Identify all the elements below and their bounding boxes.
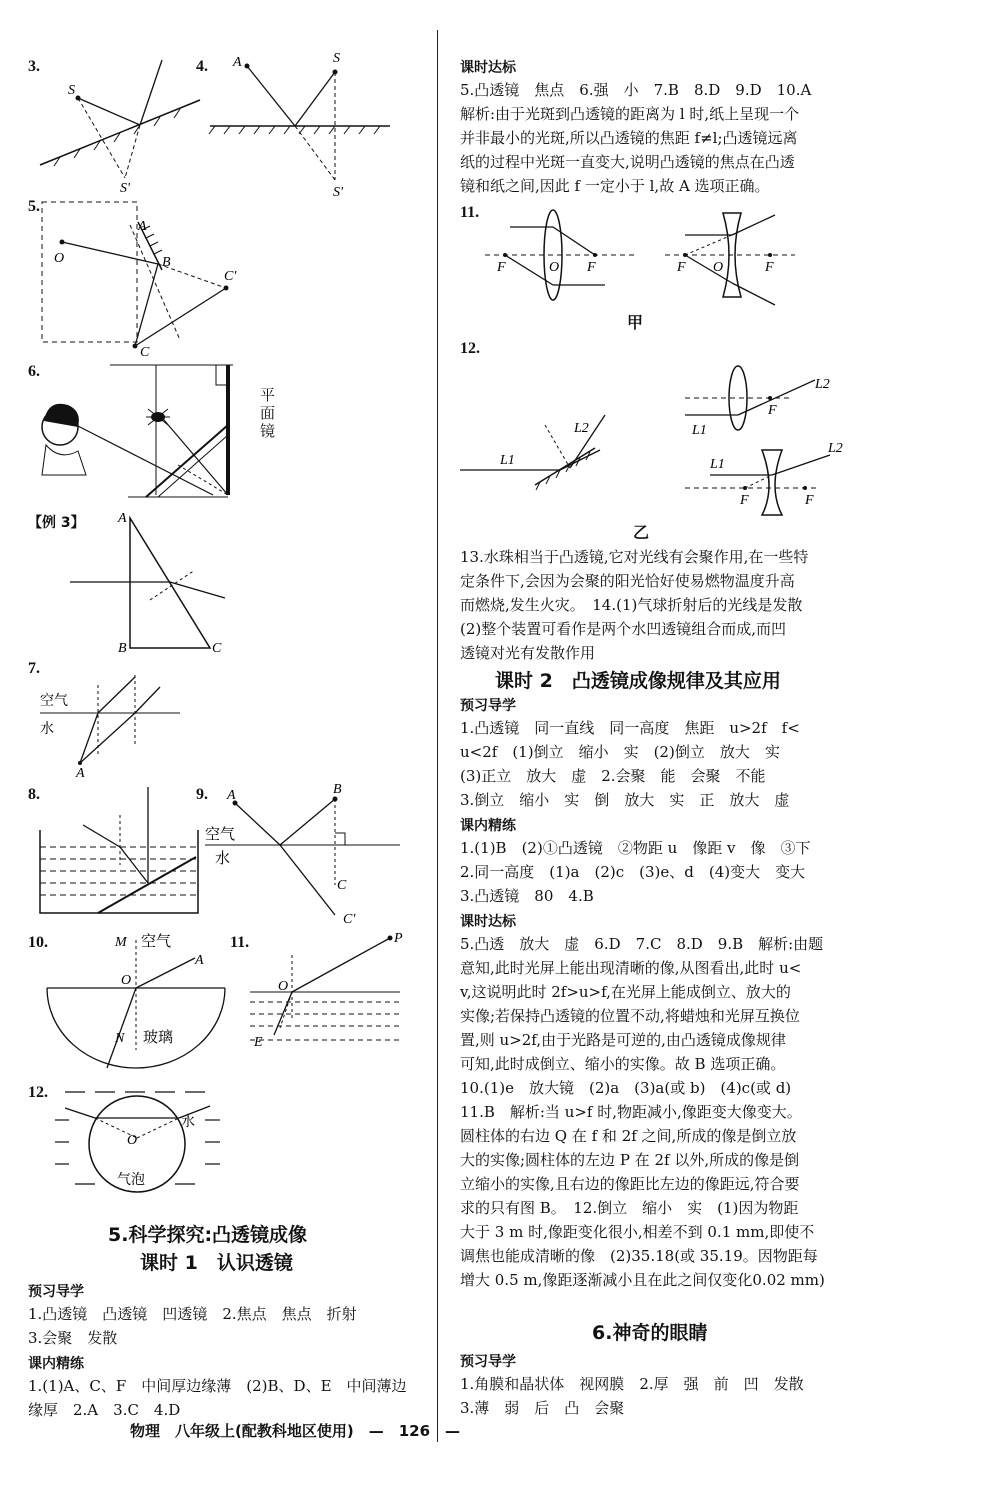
fig5-B: B — [162, 255, 171, 270]
fig4-label: 4. — [196, 58, 208, 75]
right-preview-2: u<2f (1)倒立 缩小 实 (2)倒立 放大 实 — [460, 743, 780, 761]
ex3-B: B — [118, 641, 127, 656]
right-dabiao2-4: 实像;若保持凸透镜的位置不动,将蜡烛和光屏互换位 — [460, 1007, 800, 1025]
right-class-3: 3.凸透镜 80 4.B — [460, 887, 594, 905]
fig3-S: S — [68, 83, 75, 98]
fig4-S1: S' — [333, 185, 343, 200]
fig10-glass: 玻璃 — [143, 1028, 174, 1046]
fig8-label: 8. — [28, 786, 40, 803]
fig12-left-diagram — [55, 1080, 225, 1200]
fig12-L2c: L2 — [828, 441, 843, 456]
right-preview-4: 3.倒立 缩小 实 倒 放大 实 正 放大 虚 — [460, 791, 790, 809]
fig12-L2b: L2 — [815, 377, 830, 392]
right-preview6-2: 3.薄 弱 后 凸 会聚 — [460, 1399, 625, 1417]
fig10-diagram — [45, 930, 235, 1075]
fig7-diagram — [40, 665, 200, 781]
fig9-air: 空气 — [205, 825, 236, 843]
right-dabiao2-14: 调焦也能成清晰的像 (2)35.18(或 35.19。因物距每 — [460, 1247, 818, 1265]
left-class-label: 课内精练 — [28, 1356, 84, 1372]
fig6-mirror-label: 平面镜 — [260, 386, 276, 440]
ex3-C: C — [212, 641, 222, 656]
fig11-left-label: 11. — [230, 934, 250, 951]
right-dabiao2-label: 课时达标 — [460, 914, 516, 930]
right-dabiao2-15: 增大 0.5 m,像距逐渐减小且在此之间仅变化0.02 mm) — [460, 1271, 825, 1289]
fig5-C: C — [140, 345, 150, 360]
right-dabiao-label: 课时达标 — [460, 60, 516, 76]
right-dabiao2-9: 圆柱体的右边 Q 在 f 和 2f 之间,所成的像是倒立放 — [460, 1127, 797, 1145]
fig8-diagram — [38, 785, 203, 925]
right-line13-4: (2)整个装置可看作是两个水凹透镜组合而成,而凹 — [460, 620, 787, 638]
fig7-label: 7. — [28, 660, 40, 677]
right-dabiao2-7: 10.(1)e 放大镜 (2)a (3)a(或 b) (4)c(或 d) — [460, 1079, 792, 1097]
fig11-P: P — [394, 931, 403, 946]
right-fig12-label: 12. — [460, 340, 480, 357]
left-class-line2: 缘厚 2.A 3.C 4.D — [28, 1401, 181, 1419]
fig9-C: C — [337, 878, 347, 893]
right-fig12-caption: 乙 — [633, 523, 650, 542]
fig3-label: 3. — [28, 58, 40, 75]
fig12-L1a: L1 — [500, 453, 515, 468]
right-fig11-caption: 甲 — [627, 313, 644, 332]
fig4-diagram — [205, 50, 395, 200]
fig9-C1: C' — [343, 912, 356, 927]
right-preview-1: 1.凸透镜 同一直线 同一高度 焦距 u>2f f< — [460, 719, 800, 737]
right-line13-1: 13.水珠相当于凸透镜,它对光线有会聚作用,在一些特 — [460, 548, 809, 566]
fig10-M: M — [115, 935, 127, 950]
section5-title: 5.科学探究:凸透镜成像 — [108, 1224, 308, 1246]
fig11-O: O — [278, 979, 289, 994]
fig5-diagram — [40, 200, 260, 360]
right-line4: 纸的过程中光斑一直变大,说明凸透镜的焦点在凸透 — [460, 153, 795, 171]
page-footer: 物理 八年级上(配教科地区使用) — 126 — — [130, 1422, 461, 1440]
right-preview-label: 预习导学 — [460, 698, 516, 714]
right-dabiao2-5: 置,则 u>2f,由于光路是可逆的,由凸透镜成像规律 — [460, 1031, 786, 1049]
fig10-N: N — [115, 1031, 125, 1046]
right-class-2: 2.同一高度 (1)a (2)c (3)e、d (4)变大 变大 — [460, 863, 806, 881]
right-line13-2: 定条件下,会因为会聚的阳光恰好使易燃物温度升高 — [460, 572, 795, 590]
fig6-label: 6. — [28, 363, 40, 380]
fig12-water: 水 — [181, 1114, 195, 1130]
fig9-B: B — [333, 782, 342, 797]
column-divider — [437, 30, 438, 1442]
fig12-left-label: 12. — [28, 1084, 48, 1101]
fig11-F3: F — [677, 260, 686, 275]
right-dabiao2-12: 求的只有图 B。 12.倒立 缩小 实 (1)因为物距 — [460, 1199, 799, 1217]
right-line3: 并非最小的光斑,所以凸透镜的焦距 f≠l;凸透镜远离 — [460, 129, 798, 147]
fig5-label: 5. — [28, 198, 40, 215]
right-class-1: 1.(1)B (2)①凸透镜 ②物距 u 像距 v 像 ③下 — [460, 839, 811, 857]
right-dabiao2-8: 11.B 解析:当 u>f 时,物距减小,像距变大像变大。 — [460, 1103, 802, 1121]
fig9-A: A — [227, 788, 236, 803]
fig12-L1b: L1 — [692, 423, 707, 438]
fig3-diagram — [30, 50, 200, 200]
fig11-O2: O — [713, 260, 724, 275]
fig4-S: S — [333, 51, 340, 66]
right-fig11-diagram — [475, 205, 805, 305]
left-preview-label: 预习导学 — [28, 1284, 84, 1300]
fig6-diagram — [38, 365, 288, 505]
fig11-F1: F — [497, 260, 506, 275]
ex3-diagram — [70, 510, 250, 655]
fig5-A: A — [138, 219, 147, 234]
fig11-F4: F — [765, 260, 774, 275]
fig7-A: A — [76, 766, 85, 781]
fig5-O: O — [54, 251, 65, 266]
right-dabiao2-13: 大于 3 m 时,像距变化很小,相差不到 0.1 mm,即使不 — [460, 1223, 815, 1241]
right-dabiao2-2: 意知,此时光屏上能出现清晰的像,从图看出,此时 u< — [460, 959, 802, 977]
fig11-F2: F — [587, 260, 596, 275]
fig10-air: 空气 — [141, 932, 172, 950]
fig10-label: 10. — [28, 934, 48, 951]
right-dabiao2-11: 立缩小的实像,且右边的像距比左边的像距远,符合要 — [460, 1175, 800, 1193]
fig12-F-concave2: F — [805, 493, 814, 508]
right-dabiao2-3: v,这说明此时 2f>u>f,在光屏上能成倒立、放大的 — [460, 983, 791, 1001]
fig9-water: 水 — [215, 849, 231, 867]
fig12-L1c: L1 — [710, 457, 725, 472]
right-line13-5: 透镜对光有发散作用 — [460, 644, 596, 662]
left-preview-line2: 3.会聚 发散 — [28, 1329, 118, 1347]
ex3-label: 【例 3】 — [28, 515, 85, 531]
right-preview6-label: 预习导学 — [460, 1354, 516, 1370]
fig10-O: O — [121, 973, 132, 988]
ex3-A: A — [118, 511, 127, 526]
fig12-bubble: 气泡 — [117, 1172, 145, 1188]
right-line1: 5.凸透镜 焦点 6.强 小 7.B 8.D 9.D 10.A — [460, 81, 812, 99]
fig11-left-diagram — [250, 930, 410, 1055]
right-dabiao2-6: 可知,此时成倒立、缩小的实像。故 B 选项正确。 — [460, 1055, 786, 1073]
fig11-E: E — [254, 1035, 263, 1050]
fig9-diagram — [205, 782, 405, 927]
right-dabiao2-10: 大的实像;圆柱体的左边 P 在 2f 以外,所成的像是倒 — [460, 1151, 800, 1169]
lesson1-title: 课时 1 认识透镜 — [140, 1252, 293, 1274]
right-line5: 镜和纸之间,因此 f 一定小于 l,故 A 选项正确。 — [460, 177, 770, 195]
right-class-label: 课内精练 — [460, 818, 516, 834]
fig10-A: A — [195, 953, 204, 968]
fig7-water: 水 — [40, 721, 54, 737]
fig12-O: O — [127, 1133, 138, 1148]
left-preview-line1: 1.凸透镜 凸透镜 凹透镜 2.焦点 焦点 折射 — [28, 1305, 357, 1323]
right-line13-3: 而燃烧,发生火灾。 14.(1)气球折射后的光线是发散 — [460, 596, 803, 614]
fig11-O1: O — [549, 260, 560, 275]
right-preview6-1: 1.角膜和晶状体 视网膜 2.厚 强 前 凹 发散 — [460, 1375, 804, 1393]
fig7-air: 空气 — [40, 693, 68, 709]
fig5-C1: C' — [224, 269, 237, 284]
right-dabiao2-1: 5.凸透 放大 虚 6.D 7.C 8.D 9.B 解析:由题 — [460, 935, 824, 953]
right-preview-3: (3)正立 放大 虚 2.会聚 能 会聚 不能 — [460, 767, 766, 785]
lesson2-title: 课时 2 凸透镜成像规律及其应用 — [495, 670, 781, 692]
right-fig12-diagram — [460, 360, 860, 520]
right-fig11-label: 11. — [460, 204, 480, 221]
section6-title: 6.神奇的眼睛 — [592, 1322, 708, 1344]
fig4-A: A — [233, 55, 242, 70]
fig12-F-convex: F — [768, 403, 777, 418]
fig12-L2a: L2 — [574, 421, 589, 436]
fig9-label: 9. — [196, 786, 208, 803]
right-line2: 解析:由于光斑到凸透镜的距离为 l 时,纸上呈现一个 — [460, 105, 800, 123]
fig3-S1: S' — [120, 181, 130, 196]
left-class-line1: 1.(1)A、C、F 中间厚边缘薄 (2)B、D、E 中间薄边 — [28, 1377, 407, 1395]
fig12-F-concave1: F — [740, 493, 749, 508]
